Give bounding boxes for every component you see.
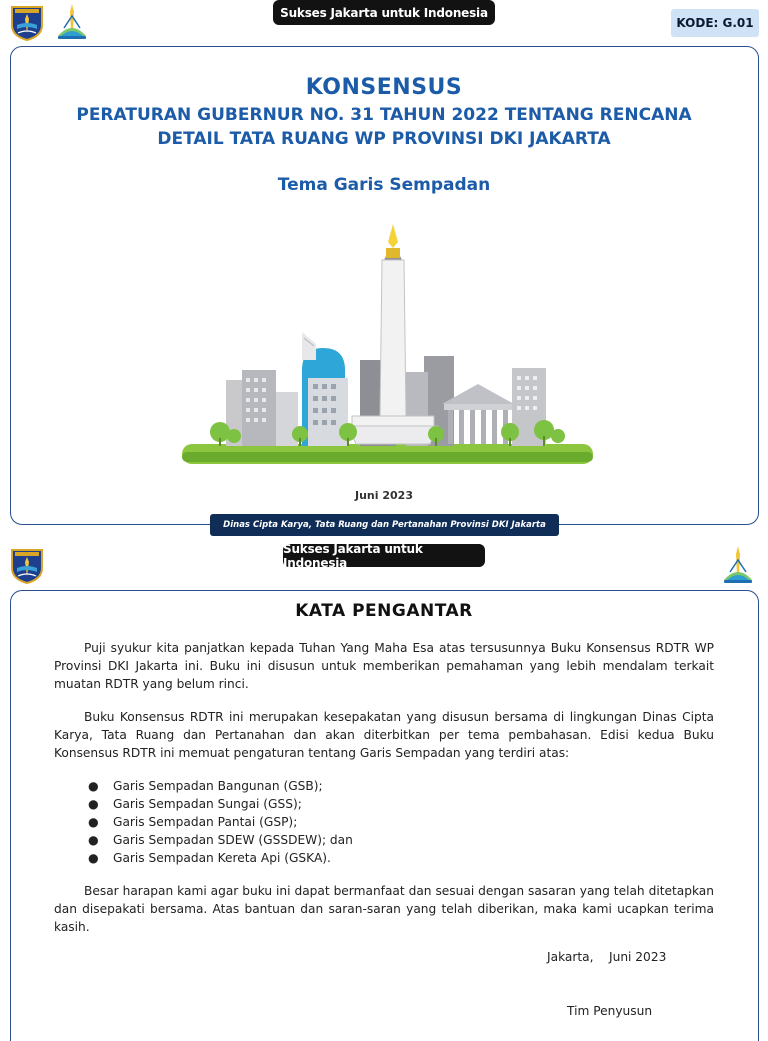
place-date: Jakarta, Juni 2023	[547, 950, 667, 964]
cover-subtitle-line1: PERATURAN GUBERNUR NO. 31 TAHUN 2022 TENTANG RENCANA	[76, 105, 692, 125]
cover-title: KONSENSUS	[305, 75, 463, 100]
slogan-banner: Sukses Jakarta untuk Indonesia	[283, 544, 485, 567]
dki-jakarta-crest-icon	[10, 3, 44, 41]
list-item: ● Garis Sempadan Sungai (GSS);	[88, 797, 302, 811]
dki-jakarta-crest-icon	[10, 546, 44, 584]
slogan-banner: Sukses Jakarta untuk Indonesia	[273, 0, 495, 25]
jakarta-city-illustration	[180, 220, 595, 468]
cover-date: Juni 2023	[355, 489, 413, 502]
foreword-heading: KATA PENGANTAR	[295, 601, 473, 621]
department-banner: Dinas Cipta Karya, Tata Ruang dan Pertanahan Provinsi DKI Jakarta	[210, 514, 559, 536]
signature: Tim Penyusun	[567, 1004, 653, 1018]
list-item: ● Garis Sempadan SDEW (GSSDEW); dan	[88, 833, 353, 847]
monas-logo-icon	[54, 2, 90, 42]
list-item: ● Garis Sempadan Pantai (GSP);	[88, 815, 298, 829]
foreword-body	[54, 639, 714, 936]
cover-theme: Tema Garis Sempadan	[277, 175, 491, 195]
cover-subtitle-line2: DETAIL TATA RUANG WP PROVINSI DKI JAKARTA	[157, 129, 611, 149]
list-item: ● Garis Sempadan Bangunan (GSB);	[88, 779, 323, 793]
monas-logo-icon	[720, 544, 756, 586]
foreword-paragraph-2: Buku Konsensus RDTR ini merupakan kesepakatan yang disusun bersama di lingkungan Dinas Cipta Karya, Tata Ruang dan Pertanahan dan akan diterbitkan per tema pembahasan. Edisi kedua Buku Konsensus RDTR ini memuat pengaturan tentang Garis Sempadan yang terdiri atas:	[54, 710, 714, 760]
document-code-badge: KODE: G.01	[671, 9, 759, 37]
foreword-paragraph-3: Besar harapan kami agar buku ini dapat bermanfaat dan sesuai dengan sasaran yang telah ditetapkan dan disepakati bersama. Atas bantuan dan saran-saran yang telah diberikan, maka kami ucapkan terima kasih.	[54, 884, 714, 934]
sempadan-list	[88, 777, 714, 867]
foreword-paragraph-1: Puji syukur kita panjatkan kepada Tuhan Yang Maha Esa atas tersusunnya Buku Konsensus RDTR WP Provinsi DKI Jakarta ini. Buku ini disusun untuk memberikan pemahaman yang lebih mendalam terkait muatan RDTR yang belum rinci.	[54, 641, 714, 691]
list-item: ● Garis Sempadan Kereta Api (GSKA).	[88, 851, 331, 865]
